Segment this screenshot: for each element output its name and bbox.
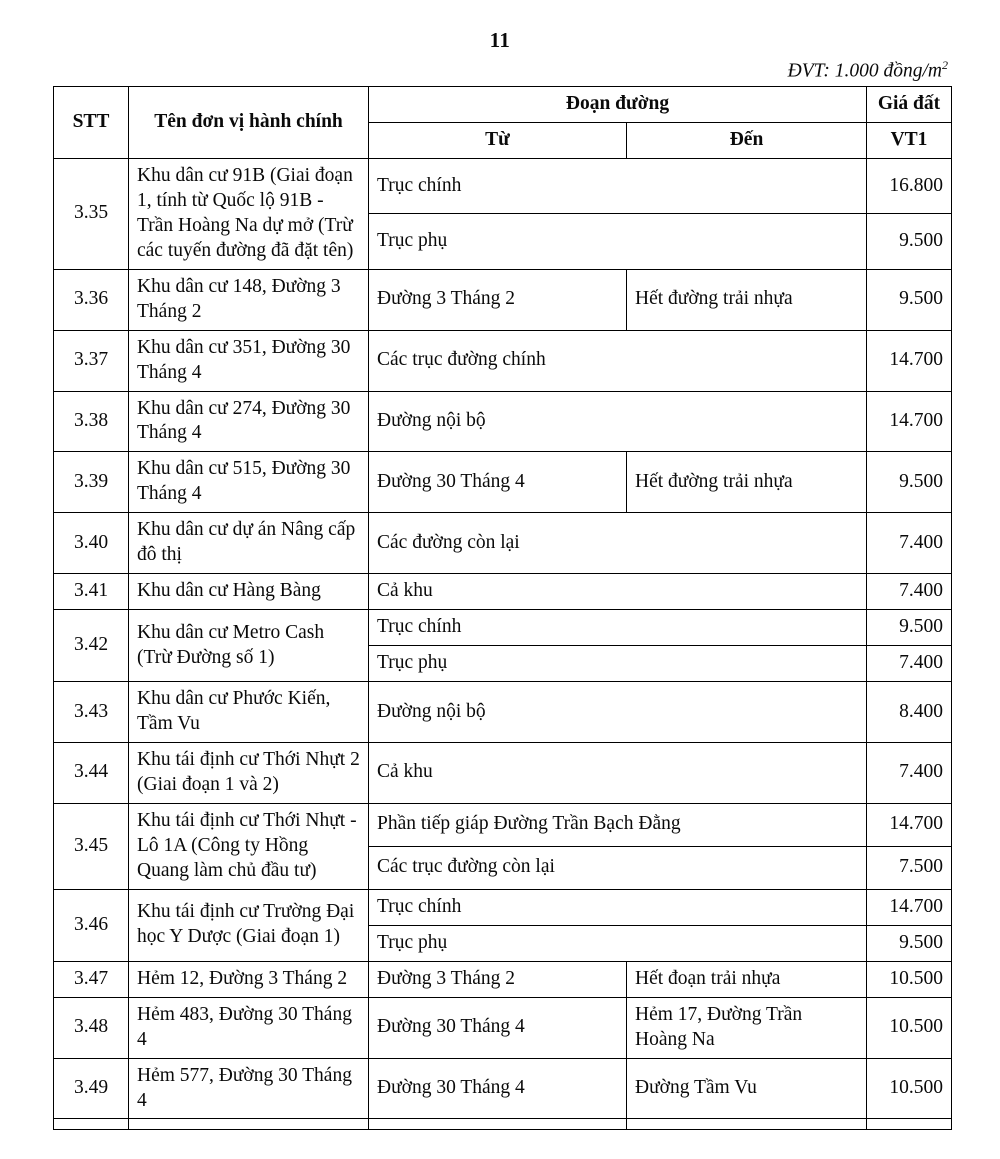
- cell-admin-unit-name: Khu dân cư 351, Đường 30 Tháng 4: [129, 330, 369, 391]
- land-price-table: [53, 86, 952, 1130]
- cell-clipped: [54, 1119, 129, 1130]
- page-number: 11: [489, 28, 511, 52]
- cell-segment-from: Trục chính: [369, 889, 867, 925]
- cell-segment-from: Phần tiếp giáp Đường Trần Bạch Đằng: [369, 803, 867, 846]
- header-road-segment: Đoạn đường: [369, 87, 867, 123]
- cell-land-price: 16.800: [867, 158, 952, 213]
- land-price-table-wrapper: [53, 86, 951, 1130]
- cell-segment-from: Trục phụ: [369, 214, 867, 269]
- cell-stt: 3.43: [54, 682, 129, 743]
- cell-admin-unit-name: Khu dân cư Metro Cash (Trừ Đường số 1): [129, 610, 369, 682]
- unit-note: [788, 58, 948, 83]
- cell-segment-from: Các trục đường chính: [369, 330, 867, 391]
- cell-admin-unit-name: Khu tái định cư Thới Nhựt - Lô 1A (Công ty Hồng Quang làm chủ đầu tư): [129, 803, 369, 889]
- cell-segment-to: Hết đường trải nhựa: [627, 269, 867, 330]
- header-admin-unit-name: Tên đơn vị hành chính: [129, 87, 369, 159]
- table-row-clipped: [54, 1119, 952, 1130]
- cell-clipped: [129, 1119, 369, 1130]
- header-to: Đến: [627, 122, 867, 158]
- cell-stt: 3.49: [54, 1058, 129, 1119]
- cell-segment-to: Hết đoạn trải nhựa: [627, 961, 867, 997]
- table-row: [54, 803, 952, 846]
- cell-land-price: 7.400: [867, 574, 952, 610]
- table-row: [54, 391, 952, 452]
- cell-admin-unit-name: Hẻm 12, Đường 3 Tháng 2: [129, 961, 369, 997]
- table-row: [54, 513, 952, 574]
- cell-land-price: 10.500: [867, 997, 952, 1058]
- cell-stt: 3.41: [54, 574, 129, 610]
- cell-admin-unit-name: Hẻm 483, Đường 30 Tháng 4: [129, 997, 369, 1058]
- header-price-vt1: VT1: [867, 122, 952, 158]
- cell-stt: 3.40: [54, 513, 129, 574]
- table-row: [54, 574, 952, 610]
- cell-land-price: 9.500: [867, 269, 952, 330]
- cell-land-price: 7.400: [867, 743, 952, 804]
- table-row: [54, 997, 952, 1058]
- cell-stt: 3.42: [54, 610, 129, 682]
- table-row: [54, 269, 952, 330]
- cell-segment-from: Các trục đường còn lại: [369, 846, 867, 889]
- table-row: [54, 158, 952, 213]
- unit-note-text: ĐVT: 1.000 đồng/m: [787, 60, 942, 82]
- cell-land-price: 14.700: [867, 889, 952, 925]
- cell-stt: 3.39: [54, 452, 129, 513]
- cell-segment-from: Đường nội bộ: [369, 682, 867, 743]
- cell-segment-from: Đường 30 Tháng 4: [369, 1058, 627, 1119]
- cell-land-price: 9.500: [867, 925, 952, 961]
- cell-admin-unit-name: Khu dân cư Hàng Bàng: [129, 574, 369, 610]
- cell-land-price: 9.500: [867, 610, 952, 646]
- cell-segment-to: Hết đường trải nhựa: [627, 452, 867, 513]
- cell-segment-to: Hẻm 17, Đường Trần Hoàng Na: [627, 997, 867, 1058]
- cell-segment-from: Trục phụ: [369, 925, 867, 961]
- table-row: [54, 743, 952, 804]
- header-land-price: Giá đất: [867, 87, 952, 123]
- cell-segment-from: Đường 30 Tháng 4: [369, 452, 627, 513]
- table-row: [54, 889, 952, 925]
- cell-clipped: [867, 1119, 952, 1130]
- cell-land-price: 7.400: [867, 646, 952, 682]
- table-body: [54, 158, 952, 1130]
- cell-segment-to: Đường Tầm Vu: [627, 1058, 867, 1119]
- cell-stt: 3.48: [54, 997, 129, 1058]
- cell-admin-unit-name: Khu dân cư 515, Đường 30 Tháng 4: [129, 452, 369, 513]
- cell-segment-from: Đường 3 Tháng 2: [369, 269, 627, 330]
- cell-segment-from: Cả khu: [369, 574, 867, 610]
- cell-segment-from: Đường nội bộ: [369, 391, 867, 452]
- cell-stt: 3.47: [54, 961, 129, 997]
- cell-admin-unit-name: Khu dân cư 148, Đường 3 Tháng 2: [129, 269, 369, 330]
- unit-note-superscript: 2: [942, 58, 948, 72]
- table-row: [54, 682, 952, 743]
- cell-land-price: 10.500: [867, 1058, 952, 1119]
- cell-admin-unit-name: Hẻm 577, Đường 30 Tháng 4: [129, 1058, 369, 1119]
- cell-segment-from: Trục chính: [369, 158, 867, 213]
- table-row: [54, 610, 952, 646]
- cell-admin-unit-name: Khu dân cư Phước Kiến, Tầm Vu: [129, 682, 369, 743]
- table-row: [54, 330, 952, 391]
- cell-segment-from: Đường 30 Tháng 4: [369, 997, 627, 1058]
- cell-land-price: 14.700: [867, 803, 952, 846]
- cell-stt: 3.38: [54, 391, 129, 452]
- cell-land-price: 9.500: [867, 214, 952, 269]
- cell-land-price: 14.700: [867, 330, 952, 391]
- cell-segment-from: Đường 3 Tháng 2: [369, 961, 627, 997]
- cell-land-price: 10.500: [867, 961, 952, 997]
- table-row: [54, 961, 952, 997]
- cell-stt: 3.44: [54, 743, 129, 804]
- table-row: [54, 1058, 952, 1119]
- cell-land-price: 14.700: [867, 391, 952, 452]
- cell-admin-unit-name: Khu tái định cư Thới Nhựt 2 (Giai đoạn 1 và 2): [129, 743, 369, 804]
- header-from: Từ: [369, 122, 627, 158]
- cell-segment-from: Trục phụ: [369, 646, 867, 682]
- cell-land-price: 9.500: [867, 452, 952, 513]
- cell-stt: 3.36: [54, 269, 129, 330]
- cell-segment-from: Trục chính: [369, 610, 867, 646]
- cell-clipped: [627, 1119, 867, 1130]
- cell-admin-unit-name: Khu dân cư dự án Nâng cấp đô thị: [129, 513, 369, 574]
- cell-stt: 3.35: [54, 158, 129, 269]
- cell-stt: 3.37: [54, 330, 129, 391]
- cell-land-price: 8.400: [867, 682, 952, 743]
- cell-segment-from: Cả khu: [369, 743, 867, 804]
- cell-stt: 3.45: [54, 803, 129, 889]
- cell-segment-from: Các đường còn lại: [369, 513, 867, 574]
- cell-clipped: [369, 1119, 627, 1130]
- table-header: [54, 87, 952, 159]
- cell-admin-unit-name: Khu dân cư 91B (Giai đoạn 1, tính từ Quốc lộ 91B - Trần Hoàng Na dự mở (Trừ các tuyến đường đã đặt tên): [129, 158, 369, 269]
- cell-land-price: 7.400: [867, 513, 952, 574]
- cell-stt: 3.46: [54, 889, 129, 961]
- cell-admin-unit-name: Khu tái định cư Trường Đại học Y Dược (Giai đoạn 1): [129, 889, 369, 961]
- header-stt: STT: [54, 87, 129, 159]
- table-row: [54, 452, 952, 513]
- cell-admin-unit-name: Khu dân cư 274, Đường 30 Tháng 4: [129, 391, 369, 452]
- cell-land-price: 7.500: [867, 846, 952, 889]
- header-row-primary: [54, 87, 952, 123]
